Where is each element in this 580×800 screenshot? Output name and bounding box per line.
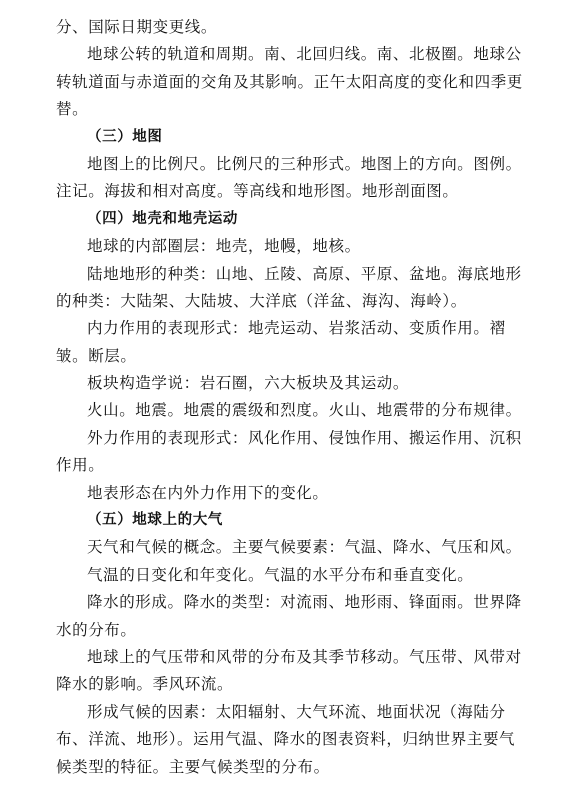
text-line: 注记。海拔和相对高度。等高线和地形图。地形剖面图。 <box>56 182 459 201</box>
text-line: 外力作用的表现形式：风化作用、侵蚀作用、搬运作用、沉积 <box>87 428 522 447</box>
text-line: 气温的日变化和年变化。气温的水平分布和垂直变化。 <box>87 565 474 584</box>
text-line: 水的分布。 <box>56 620 137 639</box>
section-heading: （四）地壳和地壳运动 <box>87 210 238 227</box>
text-line: 形成气候的因素：太阳辐射、大气环流、地面状况（海陆分 <box>87 702 506 721</box>
text-line: 降水的形成。降水的类型：对流雨、地形雨、锋面雨。世界降 <box>87 593 522 612</box>
text-line: 陆地地形的种类：山地、丘陵、高原、平原、盆地。海底地形 <box>87 264 522 283</box>
document-page <box>56 14 566 781</box>
text-line: 天气和气候的概念。主要气候要素：气温、降水、气压和风。 <box>87 538 522 557</box>
text-line: 板块构造学说：岩石圈，六大板块及其运动。 <box>87 374 410 393</box>
section-heading: （三）地图 <box>87 128 163 145</box>
text-line: 降水的影响。季风环流。 <box>56 675 234 694</box>
text-line: 转轨道面与赤道面的交角及其影响。正午太阳高度的变化和四季更 <box>56 72 523 91</box>
text-line: 内力作用的表现形式：地壳运动、岩浆活动、变质作用。褶 <box>87 319 506 338</box>
text-line: 地表形态在内外力作用下的变化。 <box>87 483 329 502</box>
text-line: 分、国际日期变更线。 <box>56 18 218 36</box>
text-line: 作用。 <box>56 456 105 475</box>
section-heading: （五）地球上的大气 <box>87 512 223 529</box>
text-line: 火山。地震。地震的震级和烈度。火山、地震带的分布规律。 <box>87 401 522 420</box>
text-line: 皱。断层。 <box>56 346 137 365</box>
text-line: 替。 <box>56 100 89 119</box>
text-line: 地图上的比例尺。比例尺的三种形式。地图上的方向。图例。 <box>87 154 522 173</box>
text-line: 布、洋流、地形）。运用气温、降水的图表资料，归纳世界主要气 <box>56 730 516 749</box>
text-line: 的种类：大陆架、大陆坡、大洋底（洋盆、海沟、海岭）。 <box>56 291 467 310</box>
text-line: 地球的内部圈层：地壳，地幔，地核。 <box>87 237 361 256</box>
text-line: 候类型的特征。主要气候类型的分布。 <box>56 757 330 776</box>
text-line: 地球上的气压带和风带的分布及其季节移动。气压带、风带对 <box>87 647 522 666</box>
text-line: 地球公转的轨道和周期。南、北回归线。南、北极圈。地球公 <box>87 45 522 64</box>
